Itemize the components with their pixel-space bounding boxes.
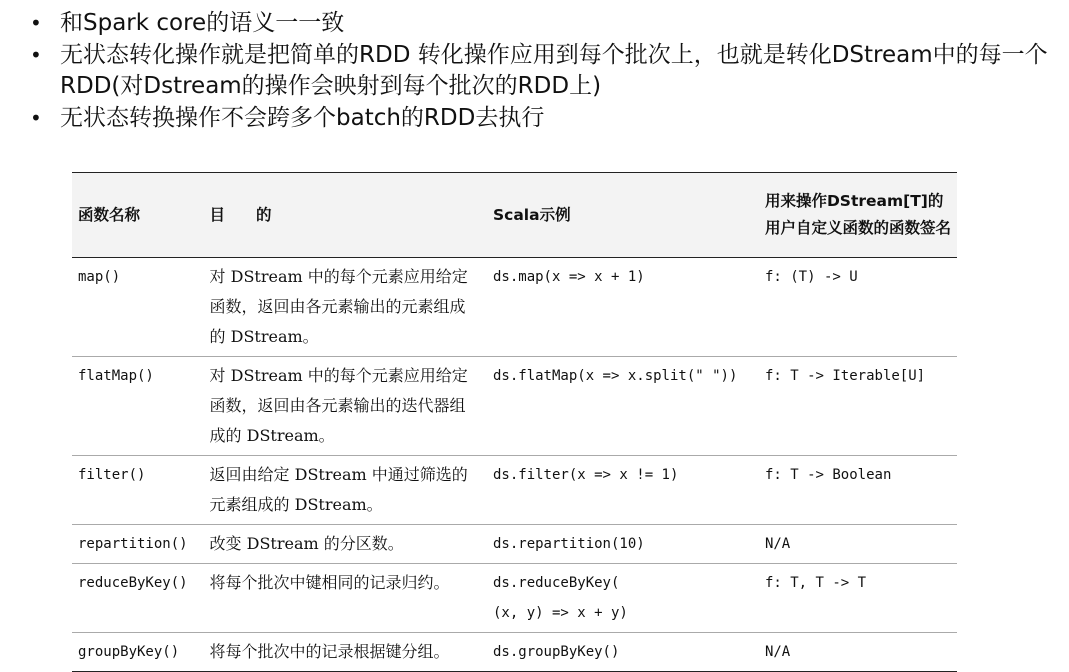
cell-example: ds.groupByKey() (487, 633, 759, 672)
cell-purpose: 对 DStream 中的每个元素应用给定函数，返回由各元素输出的迭代器组成的 DStream。 (204, 357, 487, 456)
cell-purpose: 改变 DStream 的分区数。 (204, 525, 487, 564)
cell-example: ds.map(x => x + 1) (487, 258, 759, 357)
cell-signature: f: T -> Boolean (759, 456, 957, 525)
cell-name: reduceByKey() (72, 564, 204, 633)
table-row (72, 258, 957, 357)
cell-signature: f: (T) -> U (759, 258, 957, 357)
cell-name: flatMap() (72, 357, 204, 456)
cell-signature: N/A (759, 633, 957, 672)
table-row (72, 357, 957, 456)
header-example: Scala示例 (487, 173, 759, 258)
table-row (72, 525, 957, 564)
cell-example: ds.filter(x => x != 1) (487, 456, 759, 525)
bullet-item (28, 8, 1058, 39)
cell-purpose: 对 DStream 中的每个元素应用给定函数，返回由各元素输出的元素组成的 DStream。 (204, 258, 487, 357)
bullet-dot-icon: • (30, 106, 42, 130)
cell-purpose: 将每个批次中的记录根据键分组。 (204, 633, 487, 672)
table-body (72, 258, 957, 672)
cell-name: repartition() (72, 525, 204, 564)
cell-purpose: 将每个批次中键相同的记录归约。 (204, 564, 487, 633)
cell-example: ds.reduceByKey( (x, y) => x + y) (487, 564, 759, 633)
cell-name: groupByKey() (72, 633, 204, 672)
header-purpose: 目 的 (204, 173, 487, 258)
table-row (72, 456, 957, 525)
cell-example: ds.flatMap(x => x.split(" ")) (487, 357, 759, 456)
bullet-text: 无状态转换操作不会跨多个batch的RDD去执行 (60, 105, 545, 131)
cell-purpose: 返回由给定 DStream 中通过筛选的元素组成的 DStream。 (204, 456, 487, 525)
cell-signature: N/A (759, 525, 957, 564)
cell-signature: f: T -> Iterable[U] (759, 357, 957, 456)
bullet-dot-icon: • (30, 43, 42, 67)
table-header (72, 173, 957, 258)
cell-example: ds.repartition(10) (487, 525, 759, 564)
bullet-item (28, 103, 1058, 134)
transform-functions-table (72, 172, 957, 672)
bullet-list (28, 8, 1058, 135)
header-row (72, 173, 957, 258)
cell-name: map() (72, 258, 204, 357)
cell-name: filter() (72, 456, 204, 525)
cell-signature: f: T, T -> T (759, 564, 957, 633)
header-name: 函数名称 (72, 173, 204, 258)
bullet-text: 无状态转化操作就是把简单的RDD 转化操作应用到每个批次上，也就是转化DStream中的每一个RDD(对Dstream的操作会映射到每个批次的RDD上) (60, 42, 1048, 99)
table-row (72, 564, 957, 633)
bullet-dot-icon: • (30, 11, 42, 35)
bullet-text: 和Spark core的语义一一致 (60, 10, 345, 36)
bullet-item (28, 40, 1058, 102)
header-signature: 用来操作DStream[T]的用户自定义函数的函数签名 (759, 173, 957, 258)
table-row (72, 633, 957, 672)
